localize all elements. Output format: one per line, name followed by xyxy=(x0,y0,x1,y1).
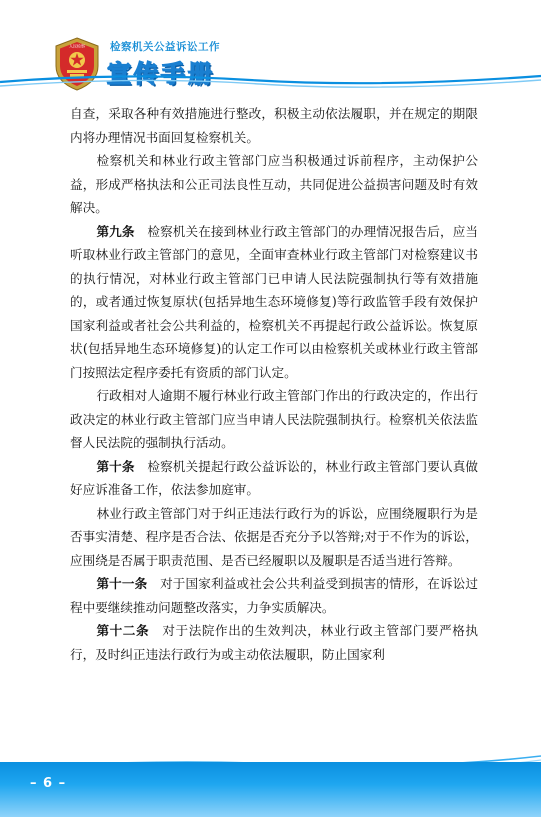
paragraph xyxy=(70,384,478,455)
article-body xyxy=(70,102,478,666)
page-number: – 6 – xyxy=(30,776,67,791)
paragraph-text: 检察机关在接到林业行政主管部门的办理情况报告后，应当听取林业行政主管部门的意见，全面审查林业行政主管部门对检察建议书的执行情况，对林业行政主管部门已申请人民法院强制执行等有效措施的，或者通过恢复原状(包括异地生态环境修复)等行政监管手段有效保护国家利益或者社会公共利益的，检察机关不再提起行政公益诉讼。恢复原状(包括异地生态环境修复)的认定工作可以由检察机关或林业行政主管部门按照法定程序委托有资质的部门认定。 xyxy=(70,223,479,380)
article-number: 第十条 xyxy=(96,458,135,474)
paragraph-text: 检察机关和林业行政主管部门应当积极通过诉前程序，主动保护公益，形成严格执法和公正司法良性互动，共同促进公益损害问题及时有效解决。 xyxy=(70,153,478,215)
paragraph-text: 行政相对人逾期不履行林业行政主管部门作出的行政决定的，作出行政决定的林业行政主管部门应当申请人民法院强制执行。检察机关依法监督人民法院的强制执行活动。 xyxy=(70,388,478,450)
paragraph-text: 林业行政主管部门对于纠正违法行政行为的诉讼，应围绕履职行为是否事实清楚、程序是否合法、依据是否充分予以答辩;对于不作为的诉讼，应围绕是否属于职责范围、是否已经履职以及履职是否适当进行答辩。 xyxy=(70,505,478,568)
article-number: 第十二条 xyxy=(96,623,150,638)
paragraph xyxy=(70,102,478,149)
article-number: 第十一条 xyxy=(96,576,148,591)
page-footer xyxy=(0,762,541,817)
paragraph-text: 对于法院作出的生效判决，林业行政主管部门要严格执行，及时纠正违法行政行为或主动依法履职，防止国家利 xyxy=(70,623,479,662)
paragraph xyxy=(70,455,478,502)
article-number: 第九条 xyxy=(96,223,135,239)
brand-title: 宣传手册 xyxy=(107,60,215,88)
header-wave-decoration xyxy=(0,70,541,94)
emblem-text: 人民检察 xyxy=(69,43,85,49)
paragraph-text: 检察机关提起行政公益诉讼的，林业行政主管部门要认真做好应诉准备工作，依法参加庭审。 xyxy=(70,458,479,497)
paragraph-text: 对于国家利益或社会公共利益受到损害的情形，在诉讼过程中要继续推动问题整改落实，力争实质解决。 xyxy=(70,576,479,615)
paragraph xyxy=(70,572,478,619)
page-header xyxy=(0,0,541,92)
paragraph xyxy=(70,149,478,220)
brand-subtitle: 检察机关公益诉讼工作 xyxy=(110,41,220,53)
paragraph xyxy=(70,619,478,666)
paragraph xyxy=(70,220,478,385)
paragraph-text: 自查，采取各种有效措施进行整改，积极主动依法履职，并在规定的期限内将办理情况书面回复检察机关。 xyxy=(70,106,478,145)
paragraph xyxy=(70,502,478,573)
